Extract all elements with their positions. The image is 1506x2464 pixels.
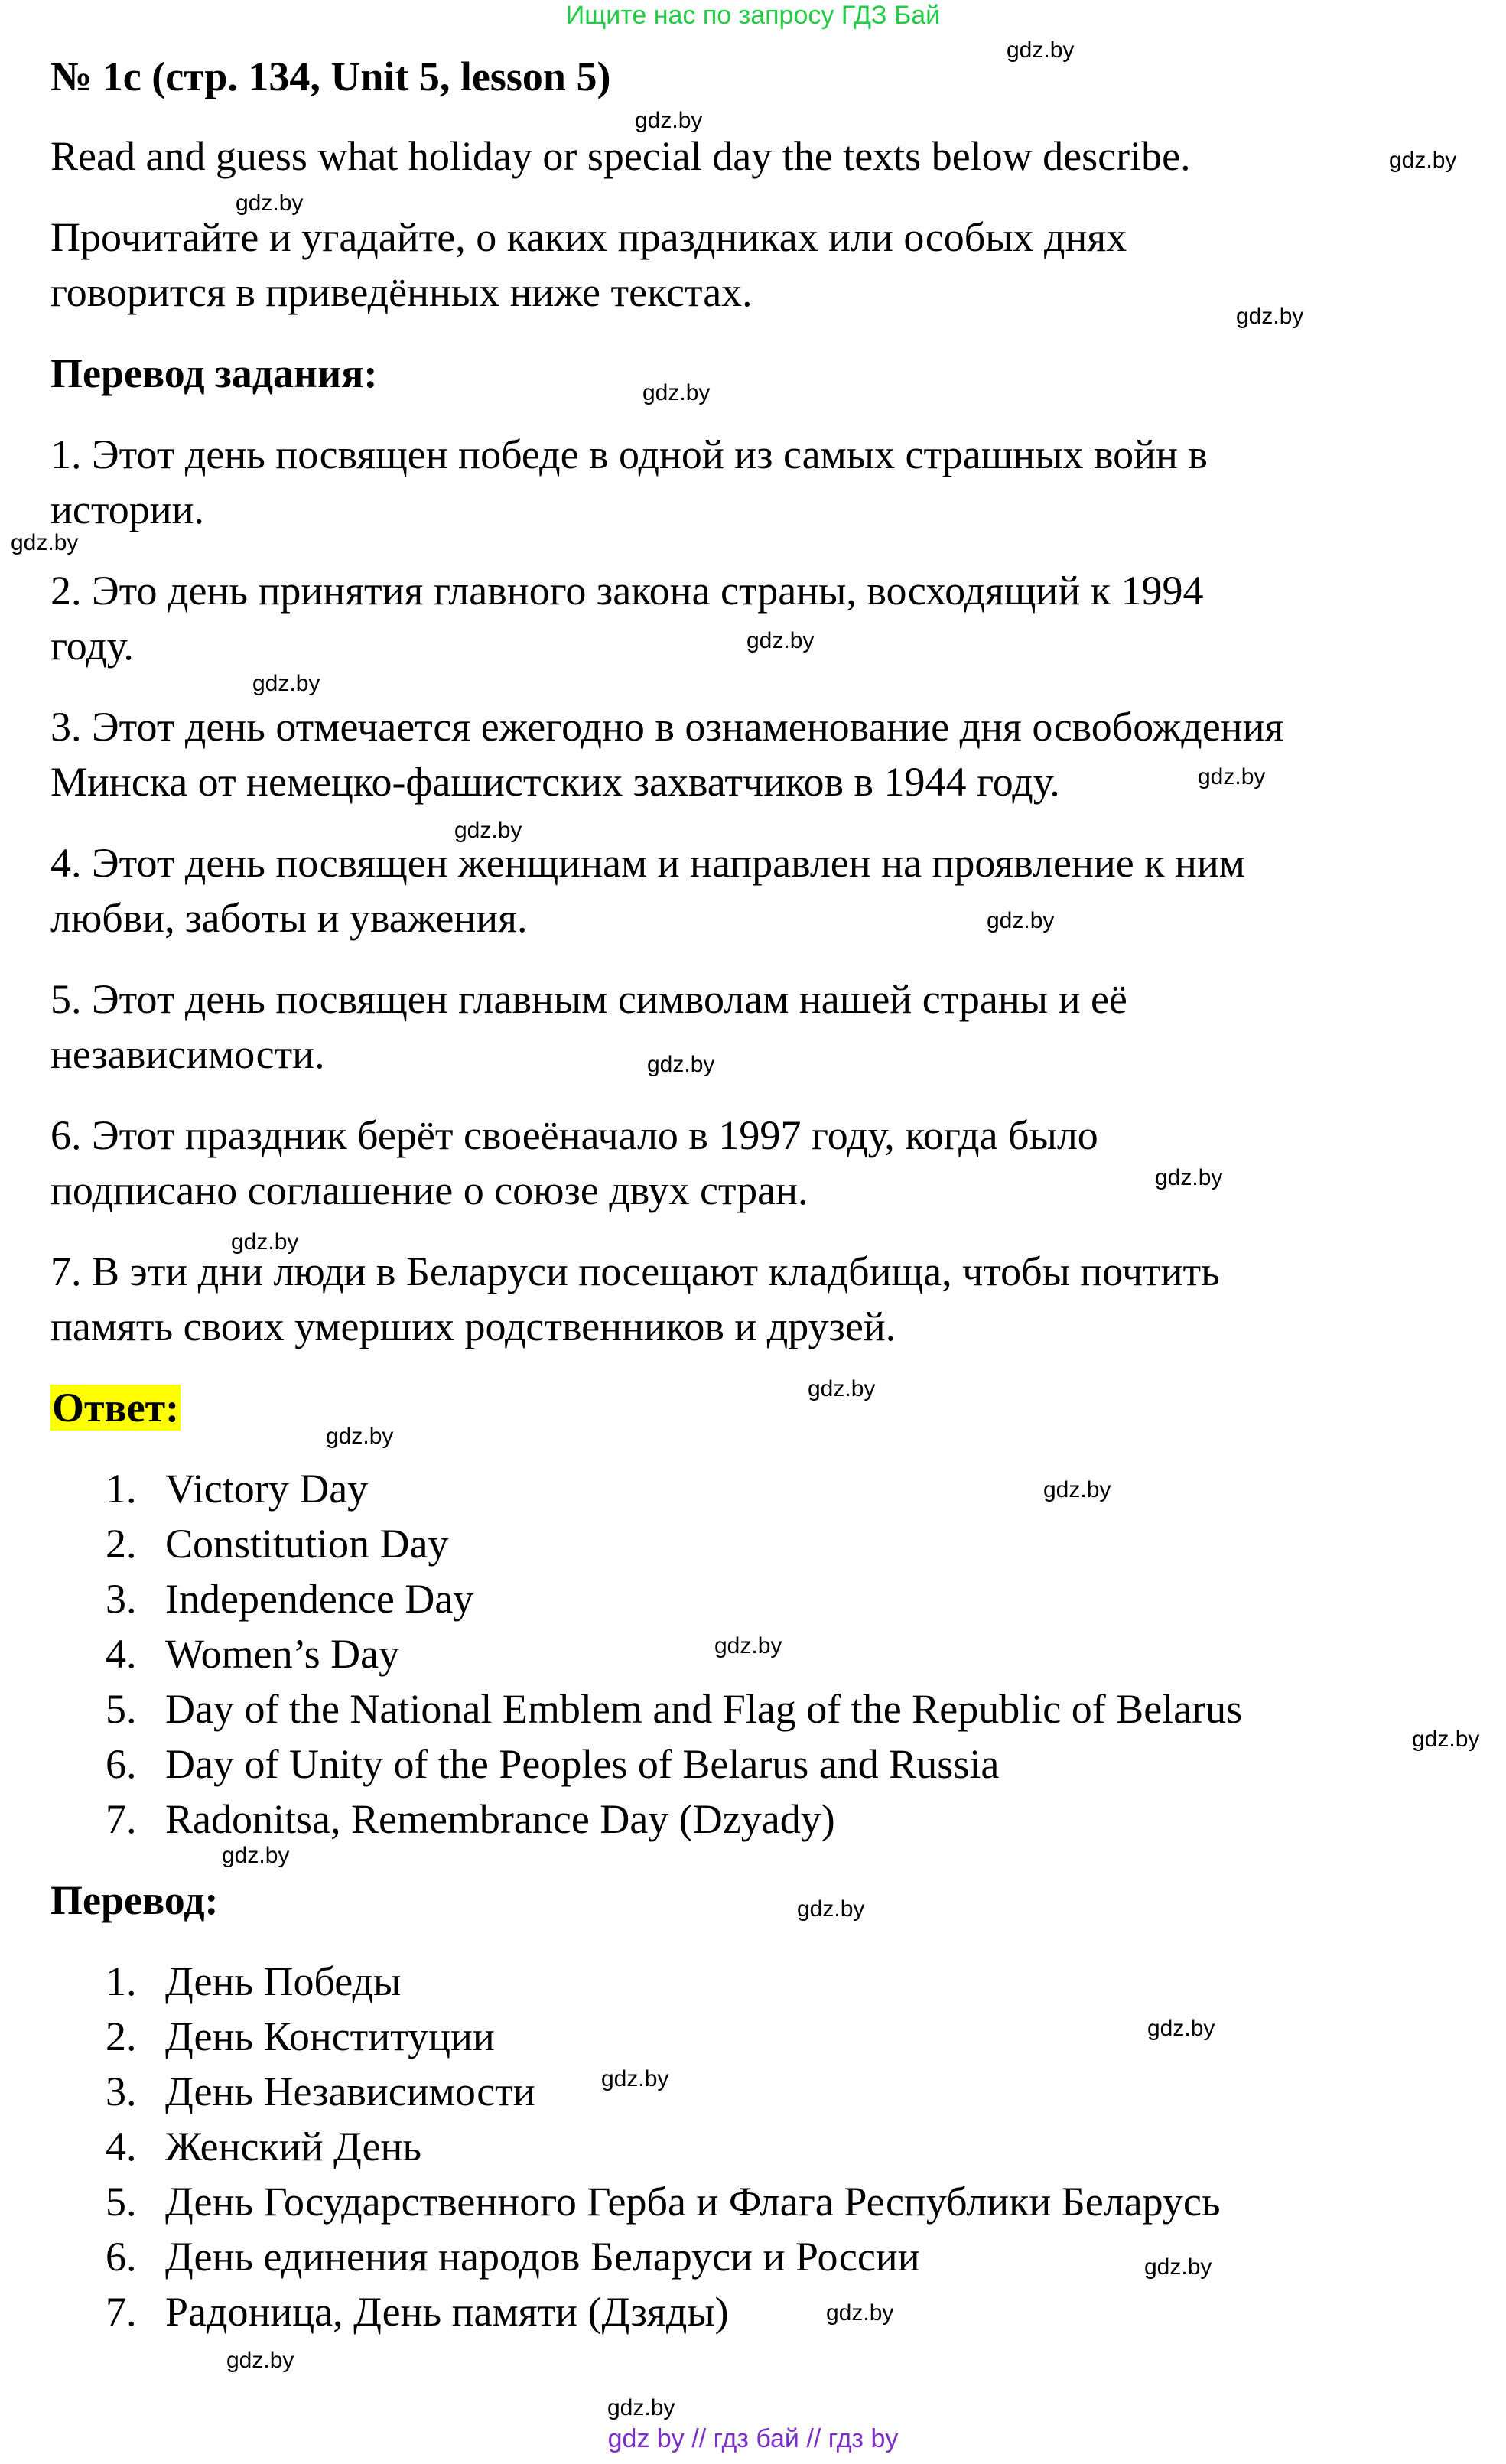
answer-num: 3. bbox=[106, 1576, 137, 1622]
answer-heading bbox=[50, 1380, 181, 1435]
watermark: gdz.by bbox=[222, 1843, 290, 1868]
watermark: gdz.by bbox=[226, 2348, 294, 2373]
watermark: gdz.by bbox=[236, 190, 304, 216]
watermark: gdz.by bbox=[231, 1229, 299, 1255]
task-item-2-line-2: году. bbox=[50, 623, 134, 669]
watermark: gdz.by bbox=[647, 1052, 715, 1077]
answer-text: Women’s Day bbox=[165, 1631, 400, 1677]
watermark: gdz.by bbox=[1007, 37, 1075, 63]
answer-text: Day of Unity of the Peoples of Belarus and Russia bbox=[165, 1741, 1000, 1787]
watermark: gdz.by bbox=[1043, 1477, 1111, 1502]
answer-text: Independence Day bbox=[165, 1576, 474, 1622]
task-item-7-line-2: память своих умерших родственников и друзей. bbox=[50, 1304, 896, 1349]
answer-heading-label: Ответ: bbox=[52, 1385, 180, 1431]
translation-text: Женский День bbox=[165, 2124, 421, 2169]
watermark: gdz.by bbox=[326, 1424, 394, 1449]
task-russian-line-1: Прочитайте и угадайте, о каких праздниках или особых днях bbox=[50, 214, 1127, 260]
answer-num: 2. bbox=[106, 1521, 137, 1567]
watermark: gdz.by bbox=[808, 1376, 876, 1401]
answer-text: Radonitsa, Remembrance Day (Dzyady) bbox=[165, 1796, 835, 1842]
translation-num: 2. bbox=[106, 2013, 137, 2059]
task-item-1-line-2: истории. bbox=[50, 487, 205, 532]
answer-num: 6. bbox=[106, 1741, 137, 1787]
task-item-5-line-2: независимости. bbox=[50, 1031, 325, 1077]
answer-num: 5. bbox=[106, 1686, 137, 1732]
footer-links[interactable]: gdz by // гдз бай // гдз by bbox=[607, 2424, 899, 2453]
task-translation-heading: Перевод задания: bbox=[50, 350, 378, 396]
watermark: gdz.by bbox=[1198, 764, 1266, 789]
translation-num: 6. bbox=[106, 2234, 137, 2280]
watermark: gdz.by bbox=[607, 2395, 675, 2420]
watermark: gdz.by bbox=[642, 380, 711, 405]
task-item-3-line-1: 3. Этот день отмечается ежегодно в ознаменование дня освобождения bbox=[50, 704, 1284, 750]
watermark: gdz.by bbox=[1147, 2016, 1215, 2041]
task-item-6-line-1: 6. Этот праздник берёт своеёначало в 1997 году, когда было bbox=[50, 1112, 1098, 1158]
translation-text: День единения народов Беларуси и России bbox=[165, 2234, 920, 2280]
watermark: gdz.by bbox=[1389, 148, 1457, 173]
task-item-2-line-1: 2. Это день принятия главного закона страны, восходящий к 1994 bbox=[50, 568, 1204, 614]
watermark: gdz.by bbox=[1236, 304, 1304, 329]
translation-text: День Независимости bbox=[165, 2069, 535, 2114]
watermark: gdz.by bbox=[1155, 1165, 1223, 1190]
translation-num: 7. bbox=[106, 2289, 137, 2335]
translation-heading: Перевод: bbox=[50, 1877, 219, 1923]
translation-num: 3. bbox=[106, 2069, 137, 2114]
translation-text: День Победы bbox=[165, 1958, 402, 2004]
translation-num: 4. bbox=[106, 2124, 137, 2169]
watermark: gdz.by bbox=[1144, 2254, 1212, 2280]
watermark: gdz.by bbox=[797, 1896, 865, 1922]
watermark: gdz.by bbox=[454, 818, 522, 843]
task-item-7-line-1: 7. В эти дни люди в Беларуси посещают кладбища, чтобы почтить bbox=[50, 1248, 1220, 1294]
watermark: gdz.by bbox=[252, 671, 320, 696]
answer-num: 1. bbox=[106, 1466, 137, 1512]
watermark: gdz.by bbox=[826, 2300, 894, 2326]
answer-num: 4. bbox=[106, 1631, 137, 1677]
translation-text: День Конституции bbox=[165, 2013, 495, 2059]
watermark: gdz.by bbox=[1412, 1727, 1480, 1752]
translation-text: День Государственного Герба и Флага Республики Беларусь bbox=[165, 2179, 1221, 2225]
watermark: gdz.by bbox=[635, 108, 703, 133]
translation-num: 1. bbox=[106, 1958, 137, 2004]
task-item-6-line-2: подписано соглашение о союзе двух стран. bbox=[50, 1167, 808, 1213]
task-english: Read and guess what holiday or special day the texts below describe. bbox=[50, 133, 1191, 179]
exercise-title: № 1с (стр. 134, Unit 5, lesson 5) bbox=[50, 54, 611, 99]
task-russian-line-2: говорится в приведённых ниже текстах. bbox=[50, 269, 753, 315]
watermark: gdz.by bbox=[746, 628, 815, 653]
watermark: gdz.by bbox=[11, 530, 79, 555]
translation-text: Радоница, День памяти (Дзяды) bbox=[165, 2289, 729, 2335]
answer-num: 7. bbox=[106, 1796, 137, 1842]
task-item-5-line-1: 5. Этот день посвящен главным символам нашей страны и её bbox=[50, 976, 1127, 1022]
task-item-4-line-2: любви, заботы и уважения. bbox=[50, 895, 528, 941]
translation-num: 5. bbox=[106, 2179, 137, 2225]
watermark: gdz.by bbox=[714, 1633, 782, 1658]
answer-text: Victory Day bbox=[165, 1466, 369, 1512]
top-banner[interactable]: Ищите нас по запросу ГДЗ Бай bbox=[565, 1, 941, 30]
watermark: gdz.by bbox=[987, 908, 1055, 933]
task-item-1-line-1: 1. Этот день посвящен победе в одной из самых страшных войн в bbox=[50, 431, 1208, 477]
answer-text: Day of the National Emblem and Flag of the Republic of Belarus bbox=[165, 1686, 1243, 1732]
task-item-4-line-1: 4. Этот день посвящен женщинам и направлен на проявление к ним bbox=[50, 840, 1245, 886]
task-item-3-line-2: Минска от немецко-фашистских захватчиков в 1944 году. bbox=[50, 759, 1060, 805]
watermark: gdz.by bbox=[601, 2066, 669, 2091]
answer-text: Constitution Day bbox=[165, 1521, 449, 1567]
